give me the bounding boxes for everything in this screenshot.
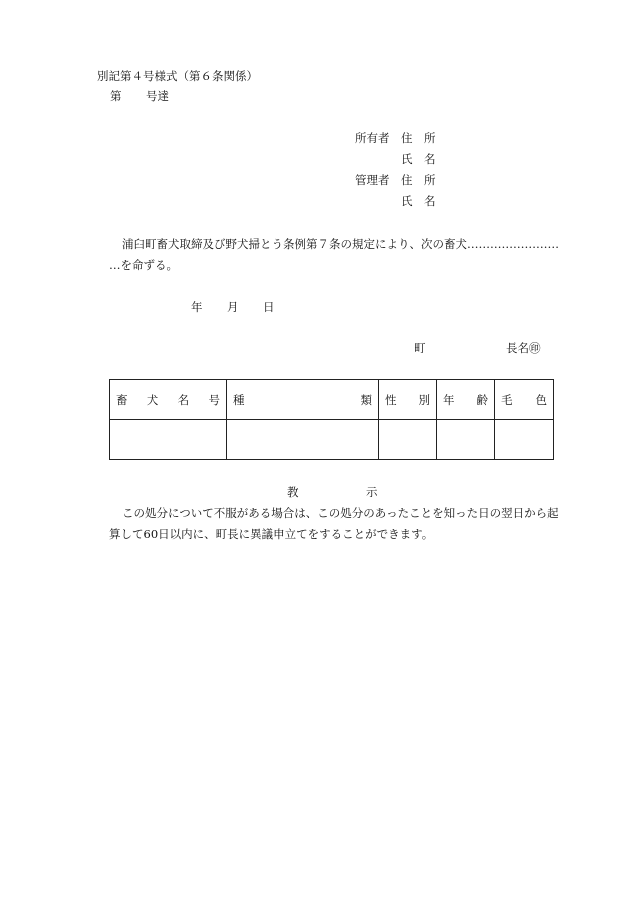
manager-address-label: 住 所 bbox=[401, 173, 436, 187]
notice-line-2: 算して60日以内に、町長に異議申立てをすることができます。 bbox=[109, 527, 434, 541]
manager-label: 管理者 bbox=[355, 173, 390, 187]
date-year: 年 bbox=[191, 300, 203, 314]
notice-title-left: 教 bbox=[287, 485, 299, 499]
header-coat-color: 毛 色 bbox=[495, 380, 554, 420]
owner-address-label: 住 所 bbox=[401, 131, 436, 145]
notice-title-right: 示 bbox=[366, 485, 378, 499]
table-row bbox=[110, 420, 554, 460]
header-breed: 種 類 bbox=[227, 380, 379, 420]
signature-town: 町 bbox=[414, 341, 426, 355]
owner-label: 所有者 bbox=[355, 131, 390, 145]
date-month: 月 bbox=[227, 300, 239, 314]
signature-mayor-seal: 長名㊞ bbox=[506, 341, 541, 355]
form-header: 別記第４号様式（第６条関係） bbox=[97, 69, 258, 83]
cell-age bbox=[437, 420, 495, 460]
header-sex: 性 別 bbox=[379, 380, 437, 420]
manager-name-label: 氏 名 bbox=[401, 194, 436, 208]
cell-breed bbox=[227, 420, 379, 460]
cell-sex bbox=[379, 420, 437, 460]
form-number-suffix: 号達 bbox=[146, 89, 169, 103]
notice-line-1: この処分について不服がある場合は、この処分のあったことを知った日の翌日から起 bbox=[122, 506, 559, 520]
table-header-row bbox=[110, 380, 554, 420]
header-age: 年 齢 bbox=[437, 380, 495, 420]
body-line-2: …を命ずる。 bbox=[109, 258, 178, 272]
header-dog-name-number: 畜 犬 名 号 bbox=[110, 380, 227, 420]
owner-name-label: 氏 名 bbox=[401, 152, 436, 166]
form-number-prefix: 第 bbox=[110, 89, 122, 103]
cell-dog-name-number bbox=[110, 420, 227, 460]
date-day: 日 bbox=[263, 300, 275, 314]
cell-coat-color bbox=[495, 420, 554, 460]
dog-info-table bbox=[109, 379, 554, 460]
body-line-1: 浦臼町畜犬取締及び野犬掃とう条例第７条の規定により、次の畜犬…………………… bbox=[122, 237, 559, 251]
